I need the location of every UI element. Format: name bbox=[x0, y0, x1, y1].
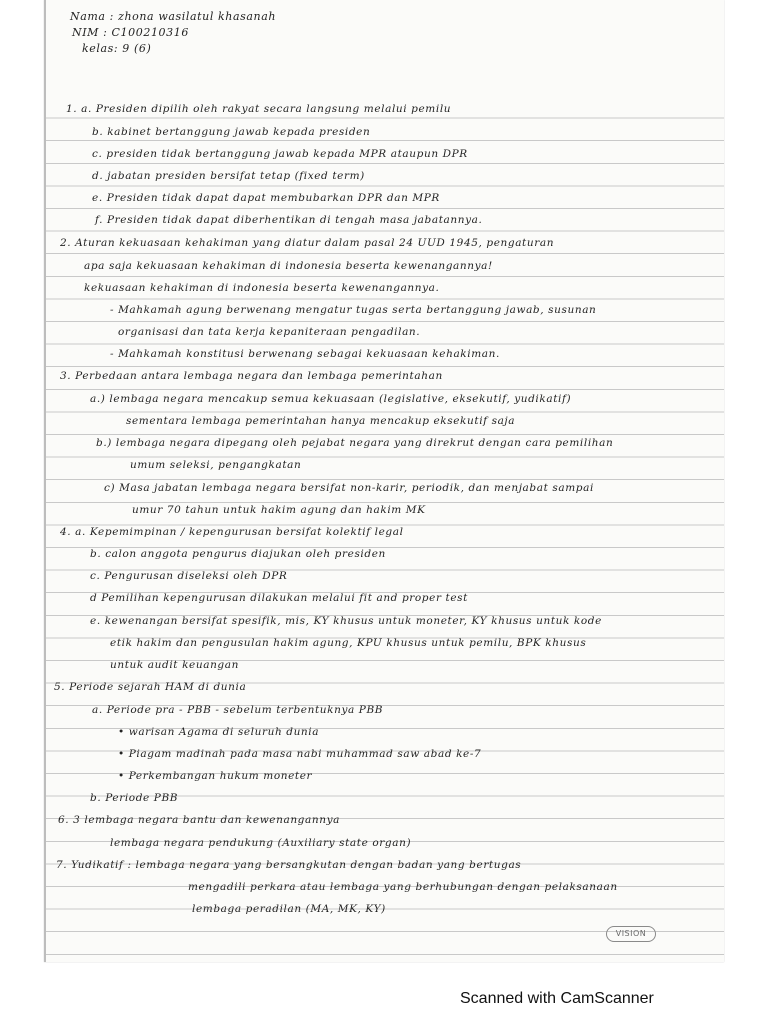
answer-line: umum seleksi, pengangkatan bbox=[130, 459, 302, 471]
answer-line: 2. Aturan kekuasaan kehakiman yang diatur dalam pasal 24 UUD 1945, pengaturan bbox=[60, 237, 555, 249]
student-name: Nama : zhona wasilatul khasanah bbox=[70, 10, 277, 23]
answer-line: • warisan Agama di seluruh dunia bbox=[118, 726, 320, 738]
student-nim: NIM : C100210316 bbox=[72, 26, 189, 39]
answer-line: 6. 3 lembaga negara bantu dan kewenangannya bbox=[58, 814, 340, 826]
answer-line: b. Periode PBB bbox=[90, 792, 179, 804]
answer-line: b. calon anggota pengurus diajukan oleh presiden bbox=[90, 548, 386, 560]
answer-line: lembaga negara pendukung (Auxiliary state organ) bbox=[110, 837, 412, 849]
answer-line: 5. Periode sejarah HAM di dunia bbox=[54, 681, 247, 693]
answer-line: • Piagam madinah pada masa nabi muhammad saw abad ke-7 bbox=[118, 748, 482, 760]
answer-line: e. kewenangan bersifat spesifik, mis, KY khusus untuk moneter, KY khusus untuk kode bbox=[90, 615, 602, 627]
answer-line: umur 70 tahun untuk hakim agung dan hakim MK bbox=[132, 504, 426, 516]
answer-line: d Pemilihan kepengurusan dilakukan melalui fit and proper test bbox=[90, 592, 468, 604]
answer-line: c. presiden tidak bertanggung jawab kepada MPR ataupun DPR bbox=[92, 148, 468, 160]
answer-line: c. Pengurusan diseleksi oleh DPR bbox=[90, 570, 288, 582]
answer-line: d. jabatan presiden bersifat tetap (fixed term) bbox=[92, 170, 365, 182]
answer-line: • Perkembangan hukum moneter bbox=[118, 770, 313, 782]
answer-line: organisasi dan tata kerja kepaniteraan pengadilan. bbox=[118, 326, 421, 338]
answer-line: 3. Perbedaan antara lembaga negara dan lembaga pemerintahan bbox=[60, 370, 443, 382]
answer-line: apa saja kekuasaan kehakiman di indonesia beserta kewenangannya! bbox=[84, 260, 493, 272]
answer-line: - Mahkamah konstitusi berwenang sebagai kekuasaan kehakiman. bbox=[110, 348, 500, 360]
vision-brand-mark: VISION bbox=[606, 926, 656, 942]
answer-line: e. Presiden tidak dapat dapat membubarkan DPR dan MPR bbox=[92, 192, 440, 204]
answer-line: a. Periode pra - PBB - sebelum terbentuknya PBB bbox=[92, 704, 384, 716]
answer-line: untuk audit keuangan bbox=[110, 659, 239, 671]
answer-line: b.) lembaga negara dipegang oleh pejabat negara yang direkrut dengan cara pemilihan bbox=[96, 437, 614, 449]
answer-line: a.) lembaga negara mencakup semua kekuasaan (legislative, eksekutif, yudikatif) bbox=[90, 393, 572, 405]
student-class: kelas: 9 (6) bbox=[82, 42, 152, 55]
answer-line: kekuasaan kehakiman di indonesia beserta kewenangannya. bbox=[84, 282, 440, 294]
answer-line: c) Masa jabatan lembaga negara bersifat non-karir, periodik, dan menjabat sampai bbox=[104, 482, 594, 494]
answer-line: mengadili perkara atau lembaga yang berhubungan dengan pelaksanaan bbox=[188, 881, 618, 893]
answer-line: f. Presiden tidak dapat diberhentikan di tengah masa jabatannya. bbox=[95, 214, 483, 226]
answer-line: 4. a. Kepemimpinan / kepengurusan bersifat kolektif legal bbox=[60, 526, 404, 538]
answer-line: b. kabinet bertanggung jawab kepada presiden bbox=[92, 126, 371, 138]
camscanner-footer: Scanned with CamScanner bbox=[460, 990, 654, 1007]
answer-line: lembaga peradilan (MA, MK, KY) bbox=[192, 903, 386, 915]
answer-line: etik hakim dan pengusulan hakim agung, KPU khusus untuk pemilu, BPK khusus bbox=[110, 637, 587, 649]
answer-line: 1. a. Presiden dipilih oleh rakyat secara langsung melalui pemilu bbox=[66, 103, 452, 115]
margin-line bbox=[44, 0, 46, 962]
answer-line: sementara lembaga pemerintahan hanya mencakup eksekutif saja bbox=[126, 415, 516, 427]
answer-line: - Mahkamah agung berwenang mengatur tugas serta bertanggung jawab, susunan bbox=[110, 304, 597, 316]
answer-line: 7. Yudikatif : lembaga negara yang bersangkutan dengan badan yang bertugas bbox=[56, 859, 522, 871]
